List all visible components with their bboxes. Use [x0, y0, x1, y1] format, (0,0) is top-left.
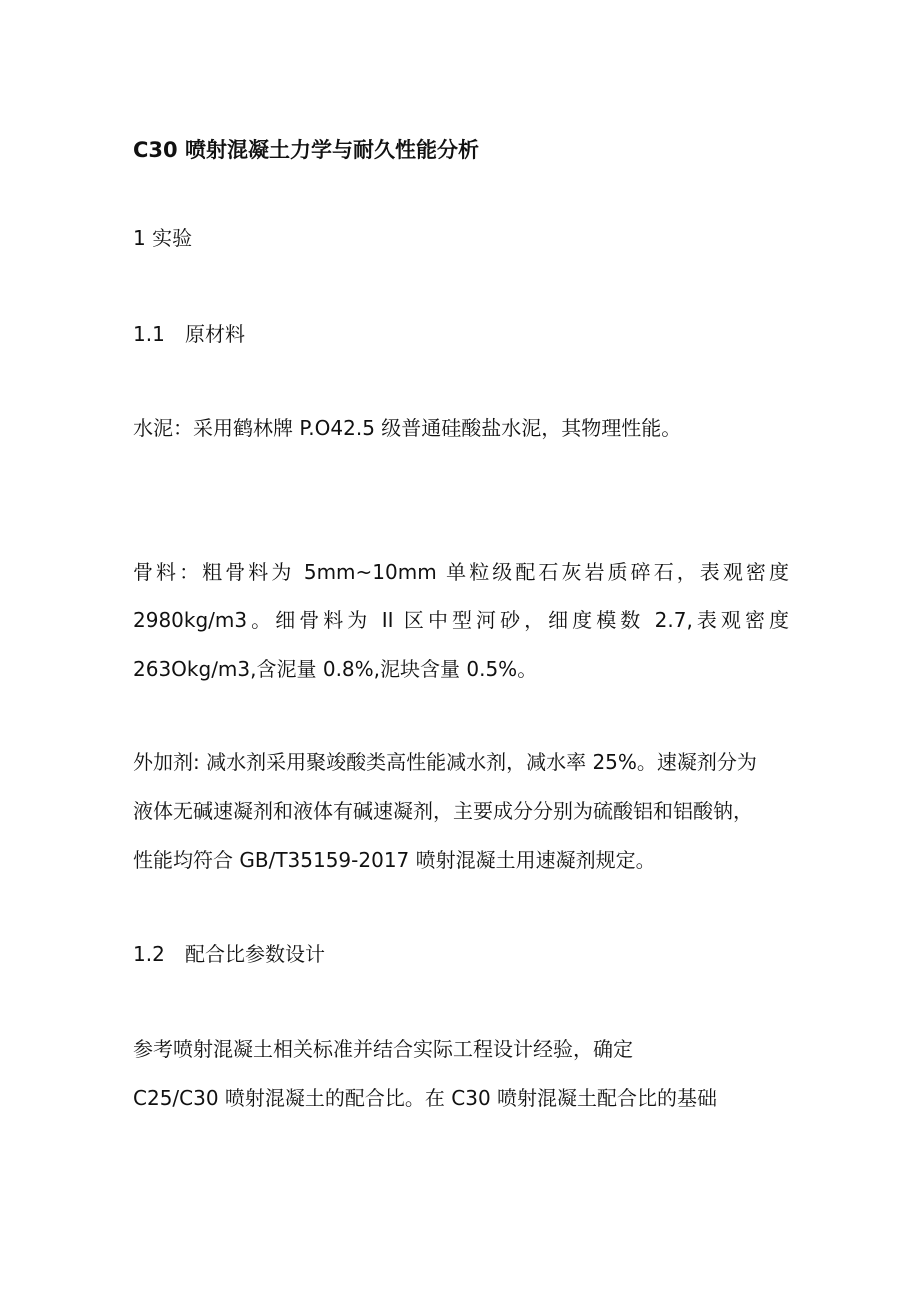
- paragraph-aggregate-line-3: 263Okg∕m3,含泥量 0.8%,泥块含量 0.5%。: [133, 657, 538, 681]
- paragraph-cement: 水泥：采用鹤林牌 P.O42.5 级普通硅酸盐水泥，其物理性能。: [133, 416, 682, 440]
- paragraph-mix-design-line-1: 参考喷射混凝土相关标准并结合实际工程设计经验，确定: [133, 1037, 633, 1061]
- section-heading-1-2: [133, 938, 325, 970]
- paragraph-aggregate-line-2: 2980kg/m3。细骨料为 II 区中型河砂，细度模数 2.7,表观密度: [133, 608, 789, 632]
- paragraph-admixture-line-1: 外加剂: 减水剂采用聚竣酸类高性能减水剂，减水率 25%。速凝剂分为: [133, 750, 757, 774]
- section-heading-1-1: [133, 318, 245, 350]
- section-number: 1.1: [133, 322, 165, 346]
- section-heading-1: 1 实验: [133, 226, 193, 250]
- paragraph-aggregate-line-1: 骨料：粗骨料为 5mm~10mm 单粒级配石灰岩质碎石，表观密度: [133, 560, 789, 584]
- section-label: 配合比参数设计: [185, 942, 325, 966]
- document-title: C30 喷射混凝土力学与耐久性能分析: [133, 138, 479, 162]
- paragraph-admixture-line-2: 液体无碱速凝剂和液体有碱速凝剂，主要成分分别为硫酸铝和铝酸钠，: [133, 799, 753, 823]
- section-label: 原材料: [185, 322, 245, 346]
- section-number: 1.2: [133, 942, 165, 966]
- paragraph-mix-design-line-2: C25/C30 喷射混凝土的配合比。在 C30 喷射混凝土配合比的基础: [133, 1086, 718, 1110]
- paragraph-admixture-line-3: 性能均符合 GB/T35159-2017 喷射混凝土用速凝剂规定。: [133, 848, 656, 872]
